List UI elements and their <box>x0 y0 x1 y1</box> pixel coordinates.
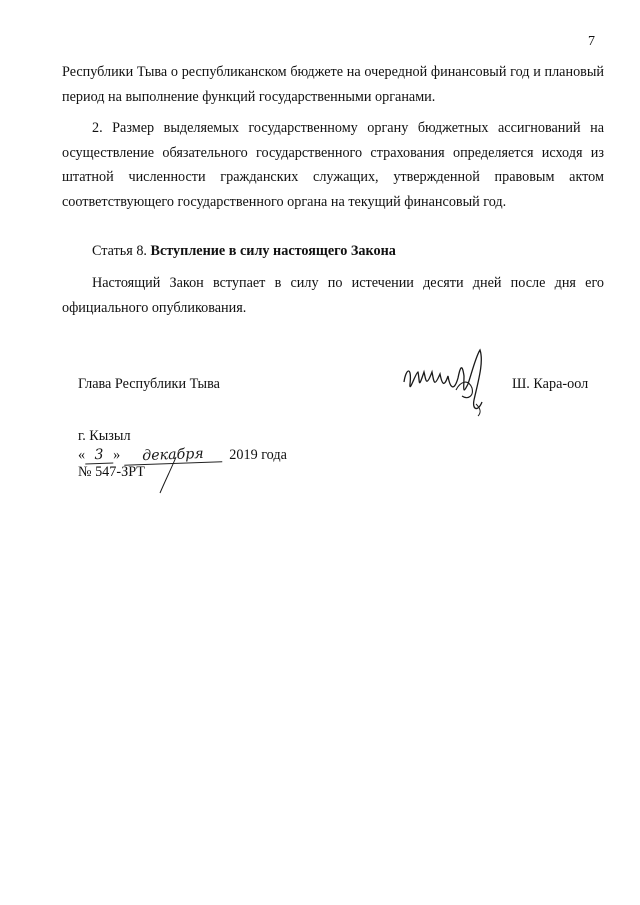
law-number: № 547-ЗРТ <box>78 464 145 480</box>
date-year: 2019 года <box>229 447 287 463</box>
date-day: 3 <box>85 447 114 465</box>
signatory-name: Ш. Кара-оол <box>512 376 589 392</box>
place-of-signing: г. Кызыл <box>78 428 131 444</box>
date-month: декабря <box>123 445 222 465</box>
quote-open: « <box>78 447 86 463</box>
article-title: Вступление в силу настоящего Закона <box>150 243 396 259</box>
paragraph-article-8: Настоящий Закон вступает в силу по истечении десяти дней после дня его официального опубликования. <box>62 275 604 316</box>
handwritten-stroke <box>150 455 180 495</box>
article-number: Статья 8. <box>92 243 151 259</box>
paragraph-2: 2. Размер выделяемых государственному органу бюджетных ассигнований на осуществление обязательного государственного страхования определяется исходя из штатной численности гражданских служащих, утвержденной правовым актом соответствующего государственного органа на текущий финансовый год. <box>62 120 604 210</box>
page-number: 7 <box>588 34 595 49</box>
signing-date <box>78 447 287 464</box>
signatory-title: Глава Республики Тыва <box>78 376 220 392</box>
paragraph-continuation: Республики Тыва о республиканском бюджете на очередной финансовый год и плановый период на выполнение функций государственными органами. <box>62 64 604 105</box>
article-heading <box>92 243 396 260</box>
signature-image <box>398 342 498 422</box>
quote-close: » <box>113 447 121 463</box>
